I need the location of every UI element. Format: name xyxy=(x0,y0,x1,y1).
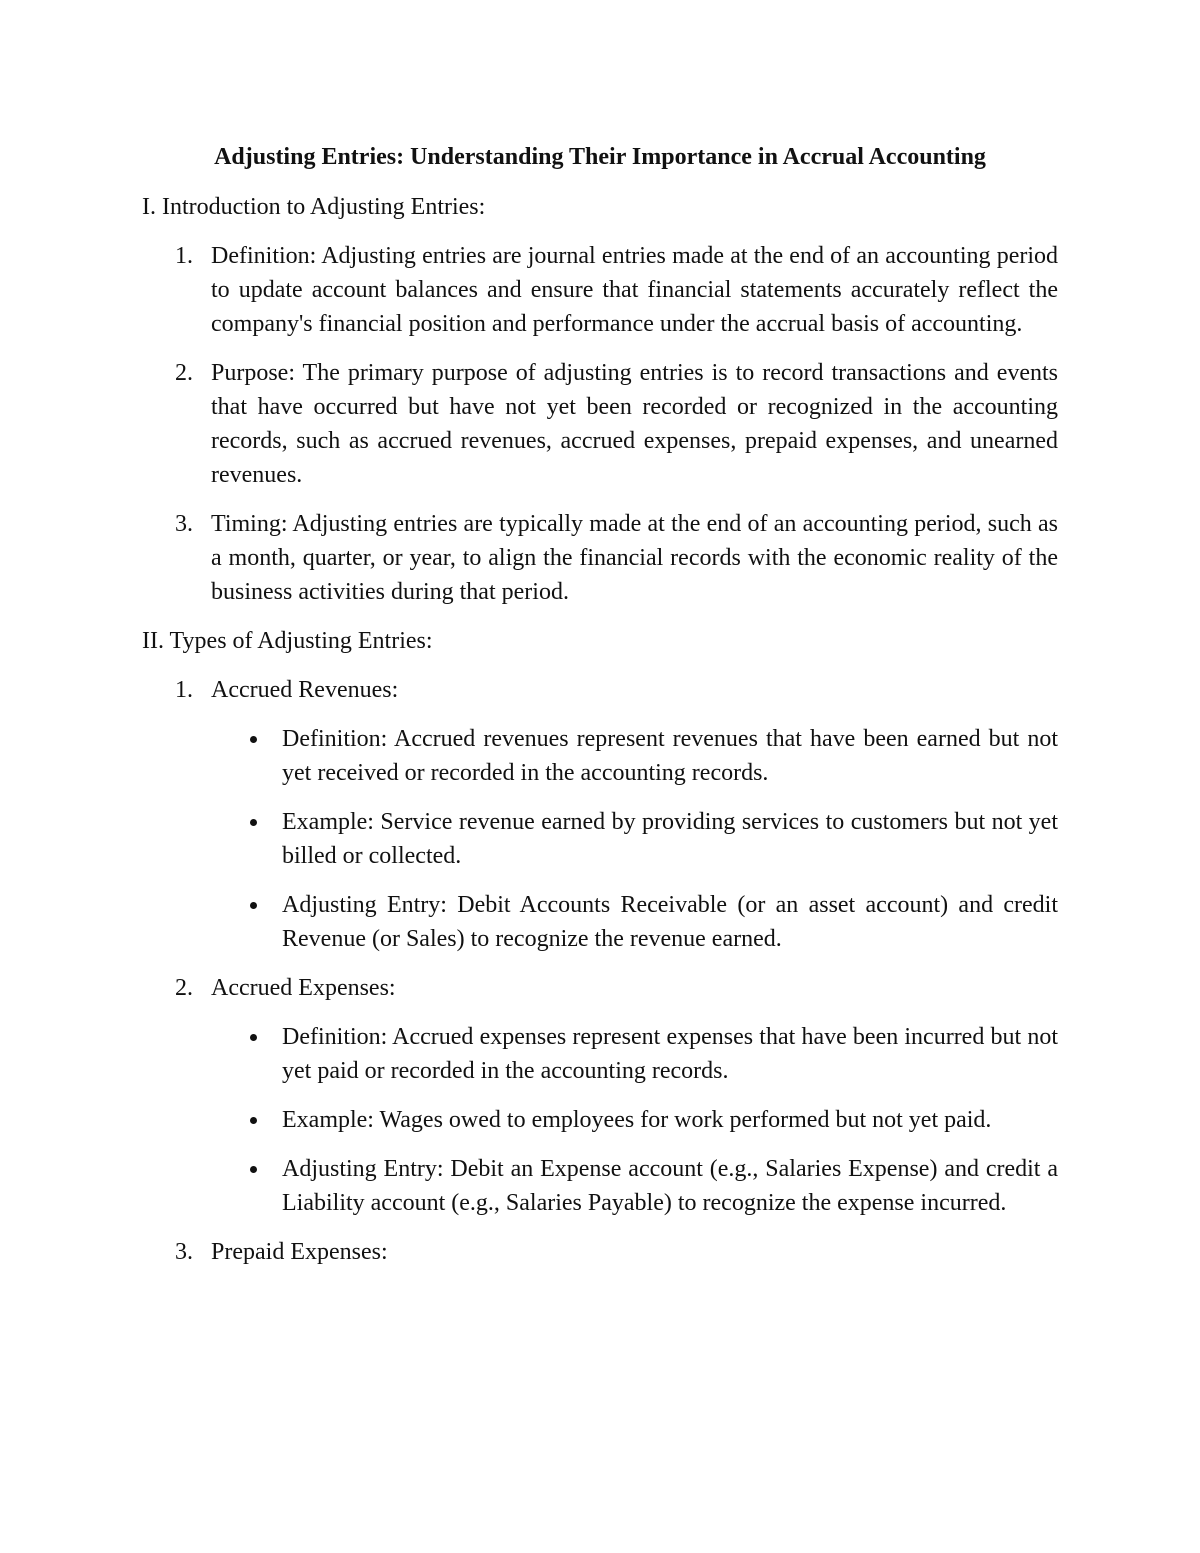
item-label: Prepaid Expenses: xyxy=(211,1239,388,1265)
item-text: Definition: Adjusting entries are journal entries made at the end of an accounting period to update account balances and ensure that financial statements accurately reflect the company's financial position and performance under the accrual basis of accounting. xyxy=(211,243,1058,337)
bullet-item xyxy=(142,805,1058,873)
bullet-list xyxy=(142,1020,1058,1220)
item-number: 1. xyxy=(175,677,193,703)
numbered-item xyxy=(142,356,1058,492)
bullet-icon xyxy=(250,1117,257,1124)
bullet-icon xyxy=(250,736,257,743)
item-number: 2. xyxy=(175,975,193,1001)
numbered-item xyxy=(142,507,1058,609)
section-heading: I. Introduction to Adjusting Entries: xyxy=(142,194,486,220)
bullet-list xyxy=(142,722,1058,956)
bullet-text: Example: Service revenue earned by providing services to customers but not yet billed or collected. xyxy=(282,809,1058,869)
bullet-icon xyxy=(250,902,257,909)
numbered-item xyxy=(142,673,1058,707)
document-content xyxy=(142,140,1058,1284)
bullet-item xyxy=(142,1152,1058,1220)
item-label: Accrued Expenses: xyxy=(211,975,396,1001)
item-number: 1. xyxy=(175,243,193,269)
document-title: Adjusting Entries: Understanding Their Importance in Accrual Accounting xyxy=(214,144,986,170)
item-number: 3. xyxy=(175,511,193,537)
bullet-icon xyxy=(250,1034,257,1041)
item-number: 2. xyxy=(175,360,193,386)
numbered-item xyxy=(142,971,1058,1005)
bullet-text: Example: Wages owed to employees for work performed but not yet paid. xyxy=(282,1107,992,1133)
bullet-item xyxy=(142,888,1058,956)
item-text: Timing: Adjusting entries are typically made at the end of an accounting period, such as a month, quarter, or year, to align the financial records with the economic reality of the business activities during that period. xyxy=(211,511,1058,605)
section-heading: II. Types of Adjusting Entries: xyxy=(142,628,433,654)
bullet-text: Definition: Accrued revenues represent revenues that have been earned but not yet received or recorded in the accounting records. xyxy=(282,726,1058,786)
bullet-item xyxy=(142,1103,1058,1137)
item-label: Accrued Revenues: xyxy=(211,677,399,703)
section-types xyxy=(142,624,1058,1269)
bullet-text: Adjusting Entry: Debit Accounts Receivable (or an asset account) and credit Revenue (or Sales) to recognize the revenue earned. xyxy=(282,892,1058,952)
bullet-icon xyxy=(250,1166,257,1173)
numbered-item xyxy=(142,1235,1058,1269)
section-introduction xyxy=(142,190,1058,609)
bullet-text: Definition: Accrued expenses represent expenses that have been incurred but not yet paid or recorded in the accounting records. xyxy=(282,1024,1058,1084)
item-number: 3. xyxy=(175,1239,193,1265)
bullet-item xyxy=(142,1020,1058,1088)
bullet-item xyxy=(142,722,1058,790)
numbered-item xyxy=(142,239,1058,341)
bullet-text: Adjusting Entry: Debit an Expense account (e.g., Salaries Expense) and credit a Liability account (e.g., Salaries Payable) to recognize the expense incurred. xyxy=(282,1156,1058,1216)
bullet-icon xyxy=(250,819,257,826)
item-text: Purpose: The primary purpose of adjusting entries is to record transactions and events that have occurred but have not yet been recorded or recognized in the accounting records, such as accrued revenues, accrued expenses, prepaid expenses, and unearned revenues. xyxy=(211,360,1058,488)
